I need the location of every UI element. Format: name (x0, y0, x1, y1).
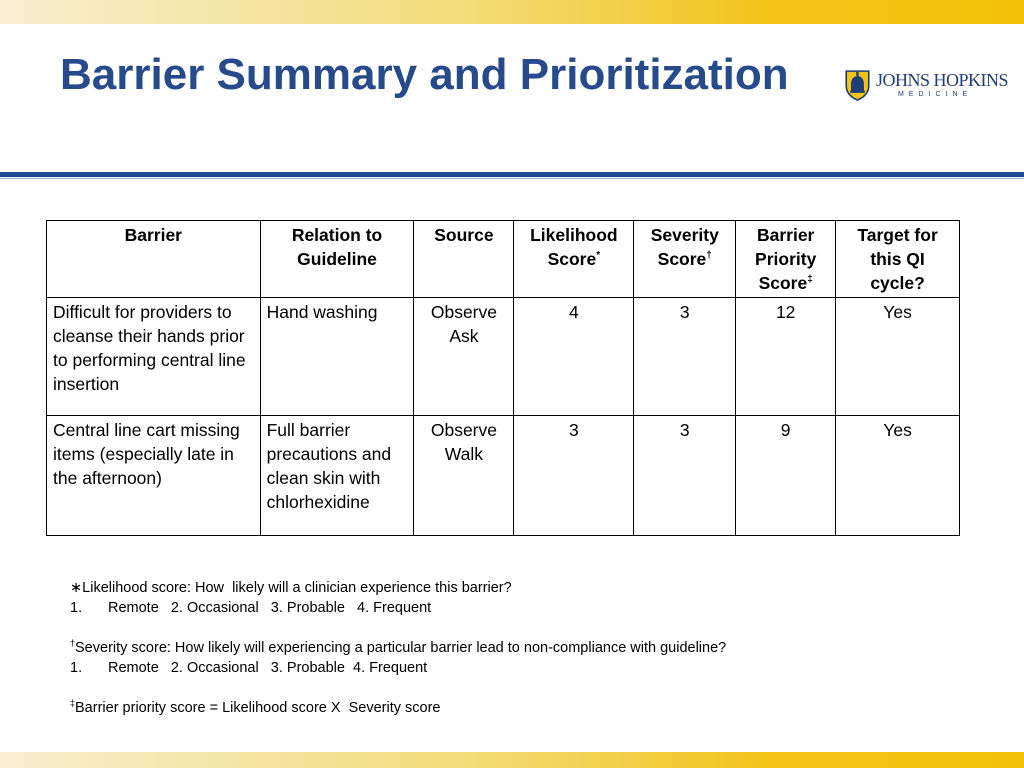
cell-source: Observe Walk (414, 416, 514, 536)
priority-note-mark: ‡ (70, 698, 76, 709)
header-severity: Severity Score† (634, 221, 736, 298)
priority-footnote-mark: ‡ (807, 274, 813, 286)
slide-title: Barrier Summary and Prioritization (60, 50, 789, 99)
cell-severity: 3 (634, 416, 736, 536)
shield-dome-icon (843, 62, 872, 106)
table-header-row (47, 221, 960, 298)
table-row (47, 298, 960, 416)
cell-relation: Full barrier precautions and clean skin with chlorhexidine (260, 416, 414, 536)
likelihood-scale: 1. Remote 2. Occasional 3. Probable 4. Frequent (70, 600, 432, 616)
severity-scale: 1. Remote 2. Occasional 3. Probable 4. Frequent (70, 660, 428, 676)
likelihood-footnote-mark: * (596, 250, 601, 262)
cell-priority: 9 (736, 416, 836, 536)
cell-source: Observe Ask (414, 298, 514, 416)
header-target: Target for this QI cycle? (836, 221, 960, 298)
header-likelihood: Likelihood Score* (514, 221, 634, 298)
header-barrier: Barrier (47, 221, 261, 298)
cell-relation: Hand washing (260, 298, 414, 416)
barrier-table (46, 220, 960, 536)
cell-target: Yes (836, 416, 960, 536)
bottom-gold-stripe (0, 752, 1024, 768)
cell-target: Yes (836, 298, 960, 416)
header-relation: Relation to Guideline (260, 221, 414, 298)
cell-likelihood: 3 (514, 416, 634, 536)
likelihood-note: ∗Likelihood score: How likely will a clinician experience this barrier? (70, 580, 512, 596)
cell-likelihood: 4 (514, 298, 634, 416)
header-source: Source (414, 221, 514, 298)
cell-barrier: Difficult for providers to cleanse their hands prior to performing central line insertion (47, 298, 261, 416)
title-divider (0, 172, 1024, 177)
severity-footnote-mark: † (706, 250, 712, 262)
cell-barrier: Central line cart missing items (especially late in the afternoon) (47, 416, 261, 536)
logo-wordmark: JOHNS HOPKINS (875, 70, 1008, 90)
priority-note: ‡Barrier priority score = Likelihood score X Severity score (70, 698, 441, 716)
logo-subtitle: MEDICINE (897, 91, 973, 98)
johns-hopkins-logo (843, 62, 1008, 106)
cell-priority: 12 (736, 298, 836, 416)
header-priority: Barrier Priority Score‡ (736, 221, 836, 298)
cell-severity: 3 (634, 298, 736, 416)
severity-note-mark: † (70, 638, 76, 649)
severity-note: †Severity score: How likely will experiencing a particular barrier lead to non-compliance with guideline? (70, 638, 727, 656)
footnotes (70, 578, 726, 718)
likelihood-note-mark: ∗ (70, 580, 83, 596)
table-row (47, 416, 960, 536)
top-gold-stripe (0, 0, 1024, 24)
title-divider-thin (0, 178, 1024, 179)
